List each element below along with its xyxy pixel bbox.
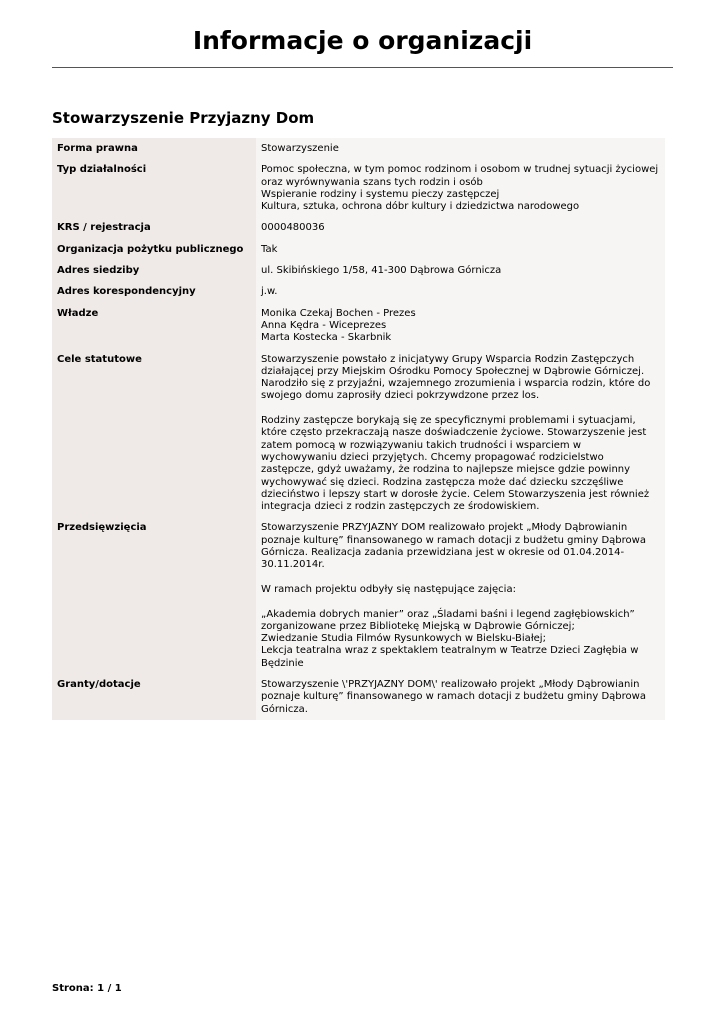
row-value: Stowarzyszenie PRZYJAZNY DOM realizowało projekt „Młody Dąbrowianin poznaje kulturę” finansowanego w ramach dotacji z budżetu gminy Dąbrowa Górnicza. Realizacja zadania przewidziana jest w okresie od 01.04.2014-30.11.2014r. W ramach projektu odbyły się następujące zajęcia: „Akademia dobrych manier” oraz „Śladami baśni i legend zagłębiowskich” zorganizowane przez Bibliotekę Miejską w Dąbrowie Górniczej; Zwiedzanie Studia Filmów Rysunkowych w Bielsku-Białej; Lekcja teatralna wraz z spektaklem teatralnym w Teatrze Dzieci Zagłębia w Będzinie — [256, 517, 665, 674]
row-label: Cele statutowe — [52, 349, 256, 518]
row-statutory-goals — [52, 349, 665, 518]
row-correspondence-address — [52, 281, 665, 302]
row-label: Typ działalności — [52, 159, 256, 217]
row-value: j.w. — [256, 281, 665, 302]
row-label: Adres korespondencyjny — [52, 281, 256, 302]
row-value: 0000480036 — [256, 217, 665, 238]
row-value: Stowarzyszenie powstało z inicjatywy Grupy Wsparcia Rodzin Zastępczych działającej przy Miejskim Ośrodku Pomocy Społecznej w Dąbrowie Górniczej. Narodziło się z przyjaźni, wzajemnego zrozumienia i wsparcia rodzin, które do swojego domu zaprosiły dzieci pokrzywdzone przez los. Rodziny zastępcze borykają się ze specyficznymi problemami i sytuacjami, które często przekraczają nasze doświadczenie życiowe. Stowarzyszenie jest zatem pomocą w rozwiązywaniu takich trudności i wsparciem w wychowywaniu dzieci przyjętych. Chcemy propagować rodzicielstwo zastępcze, gdyż uważamy, że rodzina to najlepsze miejsce gdzie powinny wychowywać się dzieci. Rodzina zastępcza może dać dziecku szczęśliwe dzieciństwo i lepszy start w dorosłe życie. Celem Stowarzyszenia jest również integracja dzieci z rodzin zastępczych ze środowiskiem. — [256, 349, 665, 518]
row-value: Stowarzyszenie \'PRZYJAZNY DOM\' realizowało projekt „Młody Dąbrowianin poznaje kulturę” finansowanego w ramach dotacji z budżetu gminy Dąbrowa Górnicza. — [256, 674, 665, 720]
row-activity-type — [52, 159, 665, 217]
row-label: Granty/dotacje — [52, 674, 256, 720]
organization-info-table — [52, 138, 665, 720]
row-label: Organizacja pożytku publicznego — [52, 239, 256, 260]
row-grants — [52, 674, 665, 720]
title-divider — [52, 67, 673, 68]
row-label: Przedsięwzięcia — [52, 517, 256, 674]
row-legal-form — [52, 138, 665, 159]
row-public-benefit — [52, 239, 665, 260]
row-projects — [52, 517, 665, 674]
row-label: Forma prawna — [52, 138, 256, 159]
page-number: Strona: 1 / 1 — [52, 983, 122, 994]
row-label: Adres siedziby — [52, 260, 256, 281]
row-value: Pomoc społeczna, w tym pomoc rodzinom i osobom w trudnej sytuacji życiowej oraz wyrównywania szans tych rodzin i osób Wspieranie rodziny i systemu pieczy zastępczej Kultura, sztuka, ochrona dóbr kultury i dziedzictwa narodowego — [256, 159, 665, 217]
organization-name: Stowarzyszenie Przyjazny Dom — [52, 109, 315, 127]
row-value: Stowarzyszenie — [256, 138, 665, 159]
row-value: Monika Czekaj Bochen - Prezes Anna Kędra - Wiceprezes Marta Kostecka - Skarbnik — [256, 303, 665, 349]
row-registered-address — [52, 260, 665, 281]
row-label: Władze — [52, 303, 256, 349]
row-label: KRS / rejestracja — [52, 217, 256, 238]
row-value: ul. Skibińskiego 1/58, 41-300 Dąbrowa Górnicza — [256, 260, 665, 281]
page-title: Informacje o organizacji — [192, 26, 533, 55]
row-authorities — [52, 303, 665, 349]
row-value: Tak — [256, 239, 665, 260]
row-krs — [52, 217, 665, 238]
